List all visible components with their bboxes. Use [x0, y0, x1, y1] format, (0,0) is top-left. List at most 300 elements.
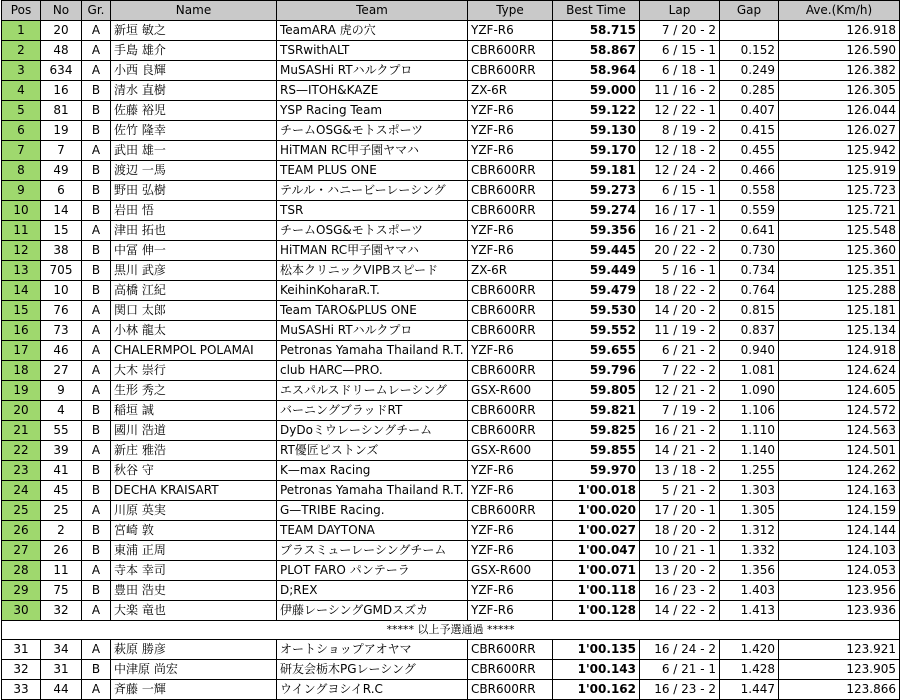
table-row: [2, 381, 900, 401]
cell-pos: 26: [2, 521, 41, 541]
cell-best-time: 1'00.018: [553, 481, 640, 501]
cell-team: TeamARA 虎の穴: [277, 21, 468, 41]
table-row: [2, 461, 900, 481]
cell-no: 25: [41, 501, 82, 521]
cell-best-time: 59.825: [553, 421, 640, 441]
cell-team: D;REX: [277, 581, 468, 601]
cell-name: 秋谷 守: [111, 461, 277, 481]
non-qualified-body: [2, 640, 900, 700]
cell-name: 宮崎 敦: [111, 521, 277, 541]
cell-pos: 4: [2, 81, 41, 101]
cell-best-time: 59.655: [553, 341, 640, 361]
cell-gap: 0.940: [720, 341, 779, 361]
cell-type: YZF-R6: [468, 581, 553, 601]
table-row: [2, 321, 900, 341]
cell-average-speed: 124.159: [779, 501, 900, 521]
cell-best-time: 59.970: [553, 461, 640, 481]
cell-no: 46: [41, 341, 82, 361]
cell-group: B: [82, 421, 111, 441]
cell-team: TEAM PLUS ONE: [277, 161, 468, 181]
cell-team: 研友会栃木PGレーシング: [277, 660, 468, 680]
cell-name: 新庄 雅浩: [111, 441, 277, 461]
cell-average-speed: 124.053: [779, 561, 900, 581]
cell-name: 萩原 勝彦: [111, 640, 277, 660]
cell-gap: 1.255: [720, 461, 779, 481]
cell-type: CBR600RR: [468, 640, 553, 660]
cell-no: 26: [41, 541, 82, 561]
cell-lap: 14 / 21 - 2: [640, 441, 720, 461]
cell-lap: 12 / 21 - 2: [640, 381, 720, 401]
cell-average-speed: 124.572: [779, 401, 900, 421]
cell-name: 稲垣 誠: [111, 401, 277, 421]
cell-best-time: 59.821: [553, 401, 640, 421]
cell-average-speed: 125.942: [779, 141, 900, 161]
header-group: Gr.: [82, 1, 111, 21]
cell-lap: 6 / 15 - 1: [640, 181, 720, 201]
cell-gap: 0.152: [720, 41, 779, 61]
cell-best-time: 58.867: [553, 41, 640, 61]
cell-lap: 10 / 21 - 1: [640, 541, 720, 561]
cell-team: バーニングブラッドRT: [277, 401, 468, 421]
cell-type: CBR600RR: [468, 281, 553, 301]
cell-pos: 32: [2, 660, 41, 680]
table-row: [2, 101, 900, 121]
cell-gap: 1.090: [720, 381, 779, 401]
cell-name: 東浦 正周: [111, 541, 277, 561]
cell-group: B: [82, 461, 111, 481]
cell-no: 48: [41, 41, 82, 61]
cell-average-speed: 125.548: [779, 221, 900, 241]
header-row: [2, 1, 900, 21]
cell-team: Petronas Yamaha Thailand R.T.: [277, 341, 468, 361]
cell-average-speed: 126.590: [779, 41, 900, 61]
cell-type: YZF-R6: [468, 21, 553, 41]
cell-best-time: 59.000: [553, 81, 640, 101]
cell-gap: 1.110: [720, 421, 779, 441]
cell-lap: 14 / 20 - 2: [640, 301, 720, 321]
header-best-time: Best Time: [553, 1, 640, 21]
cell-lap: 14 / 22 - 2: [640, 601, 720, 621]
cell-no: 31: [41, 660, 82, 680]
cell-group: A: [82, 61, 111, 81]
cell-gap: 1.312: [720, 521, 779, 541]
cell-name: 中冨 伸一: [111, 241, 277, 261]
cell-best-time: 1'00.047: [553, 541, 640, 561]
cell-best-time: 59.445: [553, 241, 640, 261]
cell-no: 7: [41, 141, 82, 161]
cell-gap: 1.420: [720, 640, 779, 660]
cell-group: B: [82, 181, 111, 201]
cell-type: YZF-R6: [468, 121, 553, 141]
table-row: [2, 680, 900, 700]
cell-group: B: [82, 401, 111, 421]
cell-average-speed: 125.181: [779, 301, 900, 321]
cell-group: B: [82, 521, 111, 541]
cell-name: 渡辺 一馬: [111, 161, 277, 181]
qualification-separator-row: [2, 621, 900, 640]
cell-pos: 18: [2, 361, 41, 381]
cell-best-time: 1'00.128: [553, 601, 640, 621]
cell-average-speed: 126.382: [779, 61, 900, 81]
cell-team: オートショップアオヤマ: [277, 640, 468, 660]
cell-group: A: [82, 361, 111, 381]
cell-pos: 22: [2, 441, 41, 461]
cell-team: チームOSG&モトスポーツ: [277, 121, 468, 141]
cell-pos: 25: [2, 501, 41, 521]
cell-lap: 5 / 21 - 2: [640, 481, 720, 501]
cell-type: YZF-R6: [468, 601, 553, 621]
cell-team: チームOSG&モトスポーツ: [277, 221, 468, 241]
cell-lap: 12 / 24 - 2: [640, 161, 720, 181]
cell-average-speed: 125.288: [779, 281, 900, 301]
table-row: [2, 421, 900, 441]
cell-pos: 21: [2, 421, 41, 441]
cell-pos: 31: [2, 640, 41, 660]
results-body: [2, 21, 900, 621]
cell-best-time: 59.530: [553, 301, 640, 321]
cell-type: CBR600RR: [468, 321, 553, 341]
cell-type: CBR600RR: [468, 41, 553, 61]
cell-no: 32: [41, 601, 82, 621]
cell-type: CBR600RR: [468, 680, 553, 700]
cell-team: G—TRIBE Racing.: [277, 501, 468, 521]
cell-lap: 16 / 23 - 2: [640, 581, 720, 601]
cell-name: 関口 太郎: [111, 301, 277, 321]
cell-group: B: [82, 481, 111, 501]
cell-group: B: [82, 541, 111, 561]
cell-no: 634: [41, 61, 82, 81]
header-team: Team: [277, 1, 468, 21]
cell-name: 岩田 悟: [111, 201, 277, 221]
table-row: [2, 660, 900, 680]
cell-name: 豊田 浩史: [111, 581, 277, 601]
cell-best-time: 1'00.071: [553, 561, 640, 581]
cell-lap: 12 / 18 - 2: [640, 141, 720, 161]
cell-name: 寺本 幸司: [111, 561, 277, 581]
cell-average-speed: 126.918: [779, 21, 900, 41]
header-no: No: [41, 1, 82, 21]
cell-group: A: [82, 601, 111, 621]
header-pos: Pos: [2, 1, 41, 21]
cell-best-time: 59.805: [553, 381, 640, 401]
table-row: [2, 21, 900, 41]
cell-lap: 16 / 17 - 1: [640, 201, 720, 221]
cell-no: 45: [41, 481, 82, 501]
table-row: [2, 221, 900, 241]
cell-group: A: [82, 41, 111, 61]
cell-average-speed: 124.624: [779, 361, 900, 381]
cell-group: A: [82, 221, 111, 241]
header-type: Type: [468, 1, 553, 21]
cell-average-speed: 124.605: [779, 381, 900, 401]
cell-group: A: [82, 381, 111, 401]
cell-average-speed: 124.563: [779, 421, 900, 441]
table-row: [2, 640, 900, 660]
cell-no: 14: [41, 201, 82, 221]
cell-average-speed: 123.956: [779, 581, 900, 601]
cell-team: TSRwithALT: [277, 41, 468, 61]
table-row: [2, 61, 900, 81]
cell-type: YZF-R6: [468, 221, 553, 241]
cell-gap: 1.081: [720, 361, 779, 381]
cell-type: GSX-R600: [468, 381, 553, 401]
cell-best-time: 59.130: [553, 121, 640, 141]
cell-team: club HARC—PRO.: [277, 361, 468, 381]
cell-average-speed: 123.936: [779, 601, 900, 621]
cell-team: 伊藤レーシングGMDスズカ: [277, 601, 468, 621]
cell-best-time: 59.273: [553, 181, 640, 201]
cell-lap: 17 / 20 - 1: [640, 501, 720, 521]
cell-type: YZF-R6: [468, 481, 553, 501]
cell-lap: 8 / 19 - 2: [640, 121, 720, 141]
cell-name: 佐藤 裕児: [111, 101, 277, 121]
cell-average-speed: 126.027: [779, 121, 900, 141]
cell-lap: 7 / 20 - 2: [640, 21, 720, 41]
cell-gap: 0.415: [720, 121, 779, 141]
cell-average-speed: 125.919: [779, 161, 900, 181]
cell-best-time: 59.479: [553, 281, 640, 301]
cell-type: YZF-R6: [468, 241, 553, 261]
cell-name: 國川 浩道: [111, 421, 277, 441]
cell-pos: 7: [2, 141, 41, 161]
table-row: [2, 41, 900, 61]
cell-no: 76: [41, 301, 82, 321]
cell-average-speed: 124.144: [779, 521, 900, 541]
cell-no: 38: [41, 241, 82, 261]
cell-type: YZF-R6: [468, 101, 553, 121]
cell-best-time: 1'00.143: [553, 660, 640, 680]
table-row: [2, 341, 900, 361]
cell-group: A: [82, 680, 111, 700]
table-row: [2, 181, 900, 201]
cell-name: 新垣 敏之: [111, 21, 277, 41]
table-row: [2, 581, 900, 601]
cell-best-time: 1'00.118: [553, 581, 640, 601]
cell-no: 705: [41, 261, 82, 281]
cell-average-speed: 123.905: [779, 660, 900, 680]
cell-lap: 7 / 22 - 2: [640, 361, 720, 381]
cell-average-speed: 126.305: [779, 81, 900, 101]
cell-gap: 1.447: [720, 680, 779, 700]
cell-no: 11: [41, 561, 82, 581]
cell-type: YZF-R6: [468, 521, 553, 541]
cell-no: 9: [41, 381, 82, 401]
cell-pos: 19: [2, 381, 41, 401]
qualification-separator: ***** 以上予選通過 *****: [2, 621, 900, 640]
cell-group: A: [82, 21, 111, 41]
cell-lap: 18 / 20 - 2: [640, 521, 720, 541]
cell-no: 15: [41, 221, 82, 241]
cell-best-time: 59.170: [553, 141, 640, 161]
cell-pos: 16: [2, 321, 41, 341]
cell-team: TSR: [277, 201, 468, 221]
cell-lap: 13 / 20 - 2: [640, 561, 720, 581]
cell-pos: 28: [2, 561, 41, 581]
cell-lap: 13 / 18 - 2: [640, 461, 720, 481]
cell-best-time: 59.356: [553, 221, 640, 241]
cell-type: CBR600RR: [468, 161, 553, 181]
cell-team: エスパルスドリームレーシング: [277, 381, 468, 401]
cell-team: KeihinKoharaR.T.: [277, 281, 468, 301]
table-row: [2, 161, 900, 181]
cell-pos: 14: [2, 281, 41, 301]
cell-lap: 16 / 21 - 2: [640, 421, 720, 441]
cell-group: A: [82, 141, 111, 161]
cell-average-speed: 125.360: [779, 241, 900, 261]
cell-lap: 18 / 22 - 2: [640, 281, 720, 301]
cell-team: ブラスミューレーシングチーム: [277, 541, 468, 561]
cell-lap: 11 / 16 - 2: [640, 81, 720, 101]
cell-no: 39: [41, 441, 82, 461]
table-row: [2, 261, 900, 281]
cell-type: YZF-R6: [468, 461, 553, 481]
table-row: [2, 121, 900, 141]
cell-team: K—max Racing: [277, 461, 468, 481]
cell-gap: 0.559: [720, 201, 779, 221]
cell-best-time: 59.274: [553, 201, 640, 221]
header-gap: Gap: [720, 1, 779, 21]
cell-gap: 0.285: [720, 81, 779, 101]
cell-average-speed: 124.103: [779, 541, 900, 561]
cell-average-speed: 126.044: [779, 101, 900, 121]
cell-gap: 0.815: [720, 301, 779, 321]
cell-lap: 16 / 23 - 2: [640, 680, 720, 700]
cell-type: CBR600RR: [468, 401, 553, 421]
cell-pos: 23: [2, 461, 41, 481]
cell-group: B: [82, 281, 111, 301]
cell-gap: 0.734: [720, 261, 779, 281]
cell-best-time: 58.715: [553, 21, 640, 41]
cell-type: ZX-6R: [468, 261, 553, 281]
cell-team: テルル・ハニービーレーシング: [277, 181, 468, 201]
cell-lap: 16 / 24 - 2: [640, 640, 720, 660]
cell-gap: [720, 21, 779, 41]
cell-group: A: [82, 640, 111, 660]
cell-pos: 1: [2, 21, 41, 41]
cell-type: CBR600RR: [468, 361, 553, 381]
cell-team: MuSASHi RTハルクプロ: [277, 321, 468, 341]
cell-pos: 15: [2, 301, 41, 321]
table-row: [2, 401, 900, 421]
table-row: [2, 521, 900, 541]
table-row: [2, 601, 900, 621]
cell-best-time: 58.964: [553, 61, 640, 81]
table-row: [2, 81, 900, 101]
cell-lap: 6 / 15 - 1: [640, 41, 720, 61]
cell-type: YZF-R6: [468, 341, 553, 361]
cell-name: 津田 拓也: [111, 221, 277, 241]
cell-type: GSX-R600: [468, 561, 553, 581]
cell-group: B: [82, 161, 111, 181]
cell-name: 黒川 武彦: [111, 261, 277, 281]
cell-gap: 1.428: [720, 660, 779, 680]
cell-name: 小林 龍太: [111, 321, 277, 341]
table-row: [2, 281, 900, 301]
cell-gap: 0.407: [720, 101, 779, 121]
cell-pos: 20: [2, 401, 41, 421]
cell-type: CBR600RR: [468, 61, 553, 81]
cell-best-time: 1'00.020: [553, 501, 640, 521]
cell-team: RS—ITOH&KAZE: [277, 81, 468, 101]
table-row: [2, 141, 900, 161]
cell-best-time: 59.122: [553, 101, 640, 121]
table-row: [2, 441, 900, 461]
cell-gap: 0.466: [720, 161, 779, 181]
cell-gap: 1.356: [720, 561, 779, 581]
cell-lap: 6 / 18 - 1: [640, 61, 720, 81]
cell-lap: 5 / 16 - 1: [640, 261, 720, 281]
cell-name: 手島 雄介: [111, 41, 277, 61]
header-lap: Lap: [640, 1, 720, 21]
cell-name: 川原 英実: [111, 501, 277, 521]
table-row: [2, 481, 900, 501]
cell-best-time: 59.449: [553, 261, 640, 281]
cell-no: 16: [41, 81, 82, 101]
cell-pos: 33: [2, 680, 41, 700]
cell-group: B: [82, 581, 111, 601]
cell-average-speed: 124.163: [779, 481, 900, 501]
cell-best-time: 1'00.027: [553, 521, 640, 541]
cell-name: 武田 雄一: [111, 141, 277, 161]
cell-team: MuSASHi RTハルクプロ: [277, 61, 468, 81]
table-row: [2, 241, 900, 261]
cell-best-time: 1'00.162: [553, 680, 640, 700]
cell-gap: 0.837: [720, 321, 779, 341]
cell-team: Petronas Yamaha Thailand R.T.: [277, 481, 468, 501]
cell-pos: 3: [2, 61, 41, 81]
cell-pos: 17: [2, 341, 41, 361]
cell-average-speed: 125.134: [779, 321, 900, 341]
cell-type: ZX-6R: [468, 81, 553, 101]
cell-team: 松本クリニックVIPBスピード: [277, 261, 468, 281]
cell-lap: 7 / 19 - 2: [640, 401, 720, 421]
cell-average-speed: 124.262: [779, 461, 900, 481]
cell-lap: 12 / 22 - 1: [640, 101, 720, 121]
cell-lap: 6 / 21 - 1: [640, 660, 720, 680]
cell-group: B: [82, 121, 111, 141]
cell-gap: 0.558: [720, 181, 779, 201]
cell-no: 27: [41, 361, 82, 381]
cell-name: CHALERMPOL POLAMAI: [111, 341, 277, 361]
table-row: [2, 301, 900, 321]
cell-team: HiTMAN RC甲子園ヤマハ: [277, 141, 468, 161]
cell-average-speed: 125.351: [779, 261, 900, 281]
cell-no: 10: [41, 281, 82, 301]
cell-type: YZF-R6: [468, 541, 553, 561]
cell-average-speed: 123.866: [779, 680, 900, 700]
cell-type: CBR600RR: [468, 660, 553, 680]
cell-no: 34: [41, 640, 82, 660]
cell-name: 清水 直樹: [111, 81, 277, 101]
cell-team: YSP Racing Team: [277, 101, 468, 121]
cell-average-speed: 124.501: [779, 441, 900, 461]
cell-type: CBR600RR: [468, 301, 553, 321]
table-row: [2, 361, 900, 381]
cell-gap: 0.249: [720, 61, 779, 81]
cell-pos: 29: [2, 581, 41, 601]
cell-group: B: [82, 81, 111, 101]
cell-gap: 0.641: [720, 221, 779, 241]
cell-team: RT優匠ピストンズ: [277, 441, 468, 461]
results-table: [1, 0, 900, 700]
cell-gap: 1.332: [720, 541, 779, 561]
cell-no: 49: [41, 161, 82, 181]
cell-average-speed: 124.918: [779, 341, 900, 361]
cell-pos: 10: [2, 201, 41, 221]
cell-type: CBR600RR: [468, 181, 553, 201]
cell-no: 6: [41, 181, 82, 201]
cell-gap: 1.305: [720, 501, 779, 521]
